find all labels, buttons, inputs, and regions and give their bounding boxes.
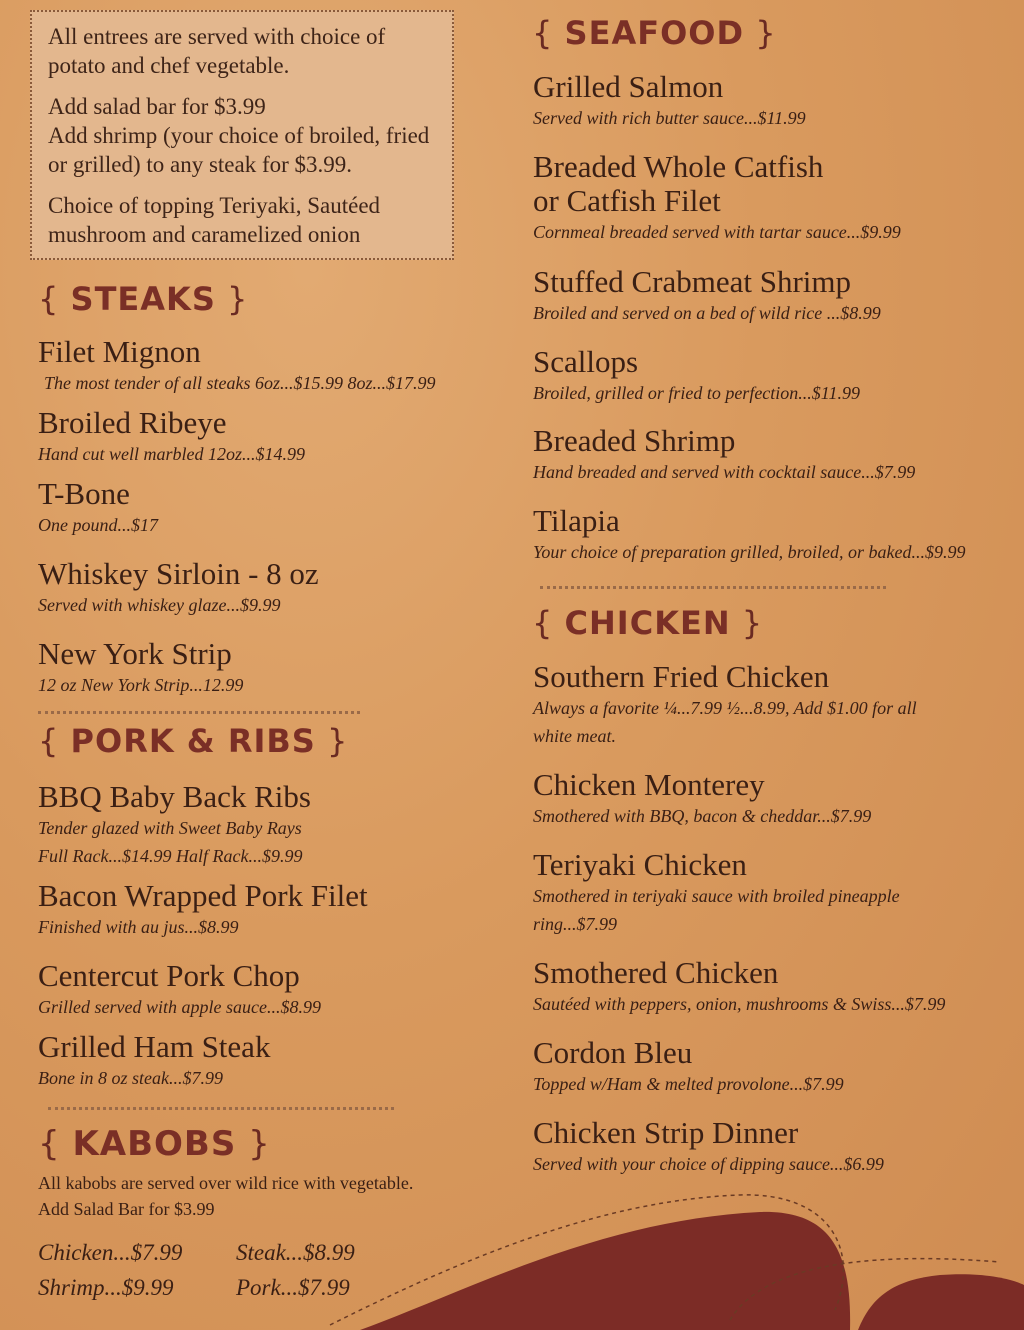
item-name: Stuffed Crabmeat Shrimp [533, 264, 851, 299]
menu-item [38, 557, 319, 619]
item-name: Tilapia [533, 503, 620, 538]
item-desc: Topped w/Ham & melted provolone...$7.99 [533, 1074, 844, 1094]
menu-item [533, 70, 806, 132]
menu-item [533, 1116, 884, 1178]
item-desc: Full Rack...$14.99 Half Rack...$9.99 [38, 846, 303, 866]
item-desc: Bone in 8 oz steak...$7.99 [38, 1068, 223, 1088]
kabobs-note [38, 1170, 478, 1222]
menu-item [533, 265, 881, 327]
item-name: Centercut Pork Chop [38, 958, 300, 993]
menu-item [533, 150, 901, 246]
item-name: T-Bone [38, 476, 130, 511]
menu-item [38, 780, 311, 870]
item-desc: Grilled served with apple sauce...$8.99 [38, 997, 321, 1017]
item-desc: Hand breaded and served with cocktail sauce...$7.99 [533, 462, 916, 482]
notice-line: All entrees are served with choice of potato and chef vegetable. [48, 24, 386, 78]
item-desc: Finished with au jus...$8.99 [38, 917, 239, 937]
item-name: BBQ Baby Back Ribs [38, 779, 311, 814]
menu-item [533, 660, 917, 750]
item-name: Filet Mignon [38, 334, 201, 369]
item-name: Bacon Wrapped Pork Filet [38, 878, 368, 913]
kabob-price: Steak...$8.99 [236, 1240, 355, 1265]
item-desc: The most tender of all steaks 6oz...$15.99 8oz...$17.99 [44, 373, 436, 393]
item-name: New York Strip [38, 636, 232, 671]
kabob-price: Chicken...$7.99 [38, 1240, 183, 1265]
menu-item [38, 477, 158, 539]
item-desc: Smothered in teriyaki sauce with broiled pineapple [533, 886, 900, 906]
kabobs-heading: { KABOBS } [38, 1124, 271, 1164]
entree-notice-box [30, 10, 454, 260]
item-desc: Always a favorite ¼...7.99 ½...8.99, Add $1.00 for all [533, 698, 917, 718]
item-name: Teriyaki Chicken [533, 847, 747, 882]
item-name: Chicken Strip Dinner [533, 1115, 799, 1150]
menu-item [38, 335, 436, 397]
menu-item [38, 1030, 270, 1092]
notice-line: Choice of topping Teriyaki, Sautéed mushroom and caramelized onion [48, 193, 381, 247]
item-name: Cordon Bleu [533, 1035, 693, 1070]
item-desc: Smothered with BBQ, bacon & cheddar...$7.99 [533, 806, 872, 826]
item-desc: Served with your choice of dipping sauce...$6.99 [533, 1154, 884, 1174]
item-name: Scallops [533, 344, 639, 379]
item-desc: 12 oz New York Strip...12.99 [38, 675, 244, 695]
menu-item [533, 848, 900, 938]
item-desc: Served with rich butter sauce...$11.99 [533, 108, 806, 128]
item-name: Southern Fried Chicken [533, 659, 830, 694]
notice-line: Add shrimp (your choice of broiled, fried or grilled) to any steak for $3.99. [48, 123, 430, 177]
item-desc: Sautéed with peppers, onion, mushrooms & Swiss...$7.99 [533, 994, 946, 1014]
item-desc: Broiled, grilled or fried to perfection...$11.99 [533, 383, 860, 403]
menu-item [533, 504, 965, 566]
menu-item [533, 956, 945, 1018]
pork-ribs-heading: { PORK & RIBS } [38, 722, 349, 760]
item-name: Chicken Monterey [533, 767, 765, 802]
menu-item [533, 345, 860, 407]
kabobs-note-line: All kabobs are served over wild rice with vegetable. [38, 1173, 414, 1193]
notice-line: Add salad bar for $3.99 [48, 94, 266, 119]
seafood-heading: { SEAFOOD } [532, 14, 777, 52]
item-name: Broiled Ribeye [38, 405, 227, 440]
item-desc: Hand cut well marbled 12oz...$14.99 [38, 444, 305, 464]
item-desc: white meat. [533, 726, 616, 746]
kabob-price: Pork...$7.99 [236, 1275, 350, 1300]
item-name: Smothered Chicken [533, 955, 779, 990]
menu-item [533, 424, 915, 486]
wave-shape [360, 1212, 850, 1330]
steaks-heading: { STEAKS } [38, 280, 249, 318]
section-divider [540, 586, 886, 589]
item-name: Whiskey Sirloin - 8 oz [38, 556, 319, 591]
menu-item [38, 959, 321, 1021]
item-desc: Your choice of preparation grilled, broiled, or baked...$9.99 [533, 542, 966, 562]
menu-item [38, 637, 243, 699]
chicken-heading: { CHICKEN } [532, 604, 764, 642]
menu-item [533, 768, 871, 830]
item-name: or Catfish Filet [533, 183, 721, 218]
item-desc: Broiled and served on a bed of wild rice ...$8.99 [533, 303, 881, 323]
item-name: Grilled Ham Steak [38, 1029, 271, 1064]
item-desc: One pound...$17 [38, 515, 158, 535]
wave-shape-right [858, 1274, 1024, 1330]
item-desc: Tender glazed with Sweet Baby Rays [38, 818, 302, 838]
item-name: Breaded Shrimp [533, 423, 736, 458]
item-name: Breaded Whole Catfish [533, 149, 824, 184]
menu-item [38, 406, 305, 468]
item-desc: Cornmeal breaded served with tartar sauce...$9.99 [533, 222, 901, 242]
item-desc: Served with whiskey glaze...$9.99 [38, 595, 281, 615]
item-desc: ring...$7.99 [533, 914, 618, 934]
menu-item [38, 879, 368, 941]
menu-item [533, 1036, 844, 1098]
section-divider [38, 711, 360, 714]
kabob-price: Shrimp...$9.99 [38, 1275, 174, 1300]
kabobs-note-line: Add Salad Bar for $3.99 [38, 1199, 215, 1219]
item-name: Grilled Salmon [533, 69, 724, 104]
section-divider [48, 1107, 394, 1110]
